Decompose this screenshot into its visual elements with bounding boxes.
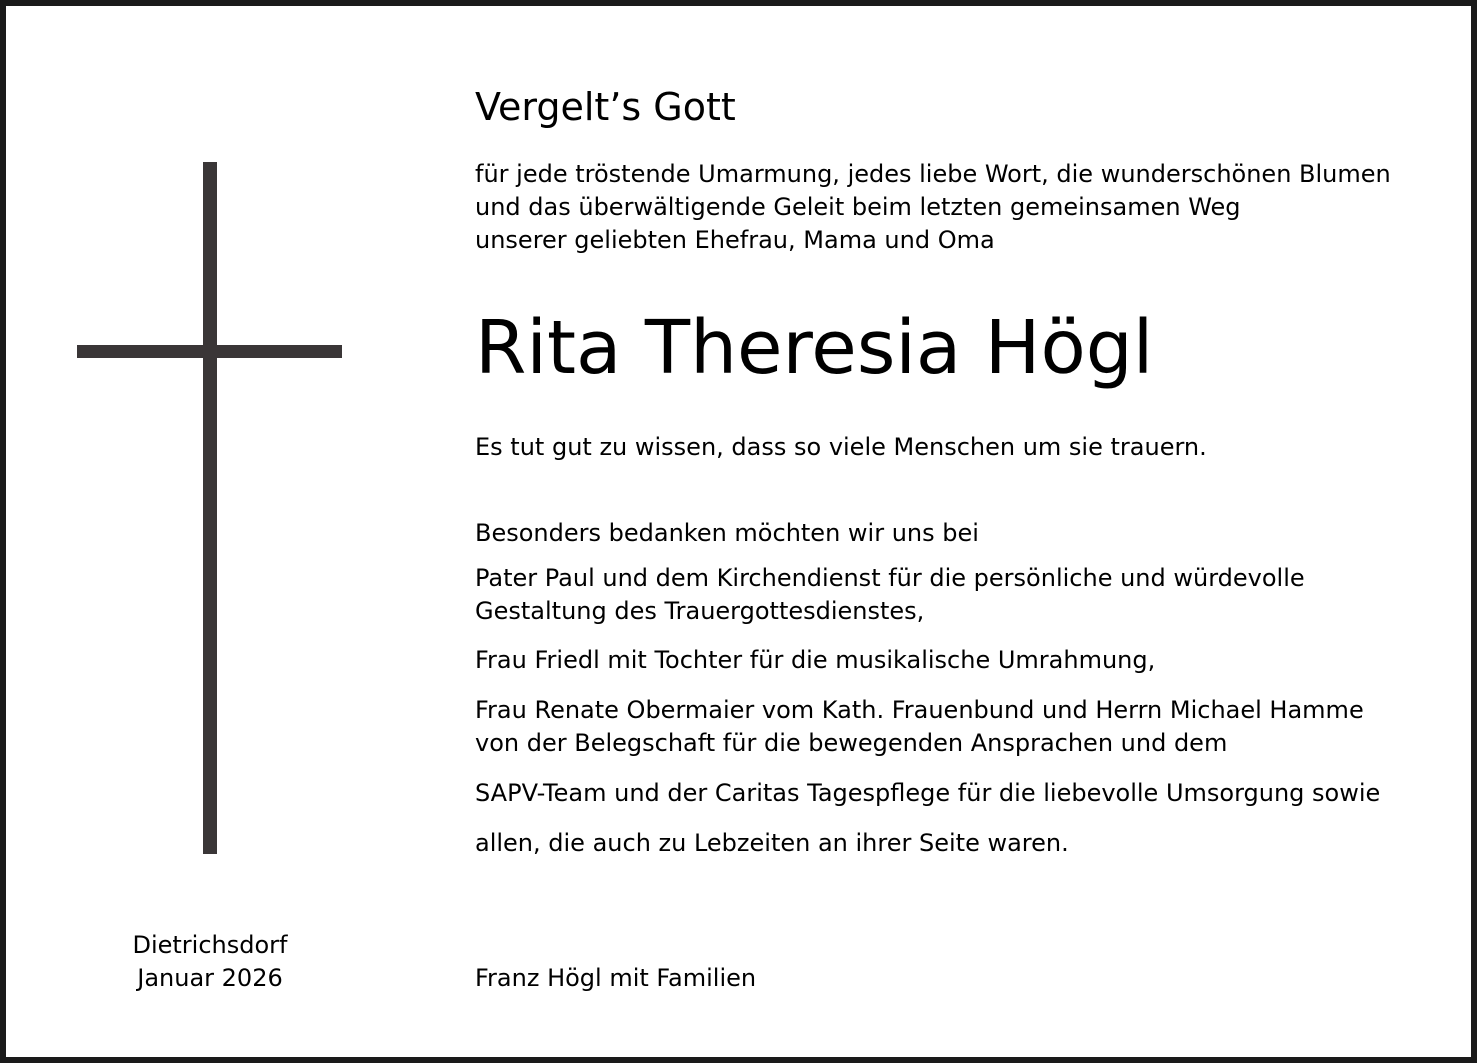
intro-line-3: unserer geliebten Ehefrau, Mama und Oma bbox=[475, 226, 995, 254]
thanks-line-4: Frau Renate Obermaier vom Kath. Frauenbund und Herrn Michael Hamme bbox=[475, 696, 1364, 724]
intro-line-2: und das überwältigende Geleit beim letzten gemeinsamen Weg bbox=[475, 193, 1241, 221]
place-date-block bbox=[106, 929, 314, 995]
thanks-intro: Besonders bedanken möchten wir uns bei bbox=[475, 519, 979, 547]
thanks-line-3: Frau Friedl mit Tochter für die musikalische Umrahmung, bbox=[475, 646, 1156, 674]
thanks-line-6: SAPV-Team und der Caritas Tagespflege für die liebevolle Umsorgung sowie bbox=[475, 779, 1381, 807]
heading: Vergelt’s Gott bbox=[475, 85, 736, 129]
thanks-line-2: Gestaltung des Trauergottesdienstes, bbox=[475, 597, 925, 625]
thanks-line-1: Pater Paul und dem Kirchendienst für die persönliche und würdevolle bbox=[475, 564, 1305, 592]
cross-icon-vertical-bar bbox=[203, 162, 217, 854]
signature: Franz Högl mit Familien bbox=[475, 964, 757, 992]
place: Dietrichsdorf bbox=[132, 931, 288, 959]
cross-icon-horizontal-bar bbox=[77, 345, 342, 358]
deceased-name: Rita Theresia Högl bbox=[475, 305, 1154, 391]
comfort-line: Es tut gut zu wissen, dass so viele Menschen um sie trauern. bbox=[475, 433, 1207, 461]
date: Januar 2026 bbox=[137, 964, 283, 992]
intro-line-1: für jede tröstende Umarmung, jedes liebe Wort, die wunderschönen Blumen bbox=[475, 160, 1391, 188]
thanks-line-5: von der Belegschaft für die bewegenden Ansprachen und dem bbox=[475, 729, 1228, 757]
thanks-line-7: allen, die auch zu Lebzeiten an ihrer Seite waren. bbox=[475, 829, 1069, 857]
